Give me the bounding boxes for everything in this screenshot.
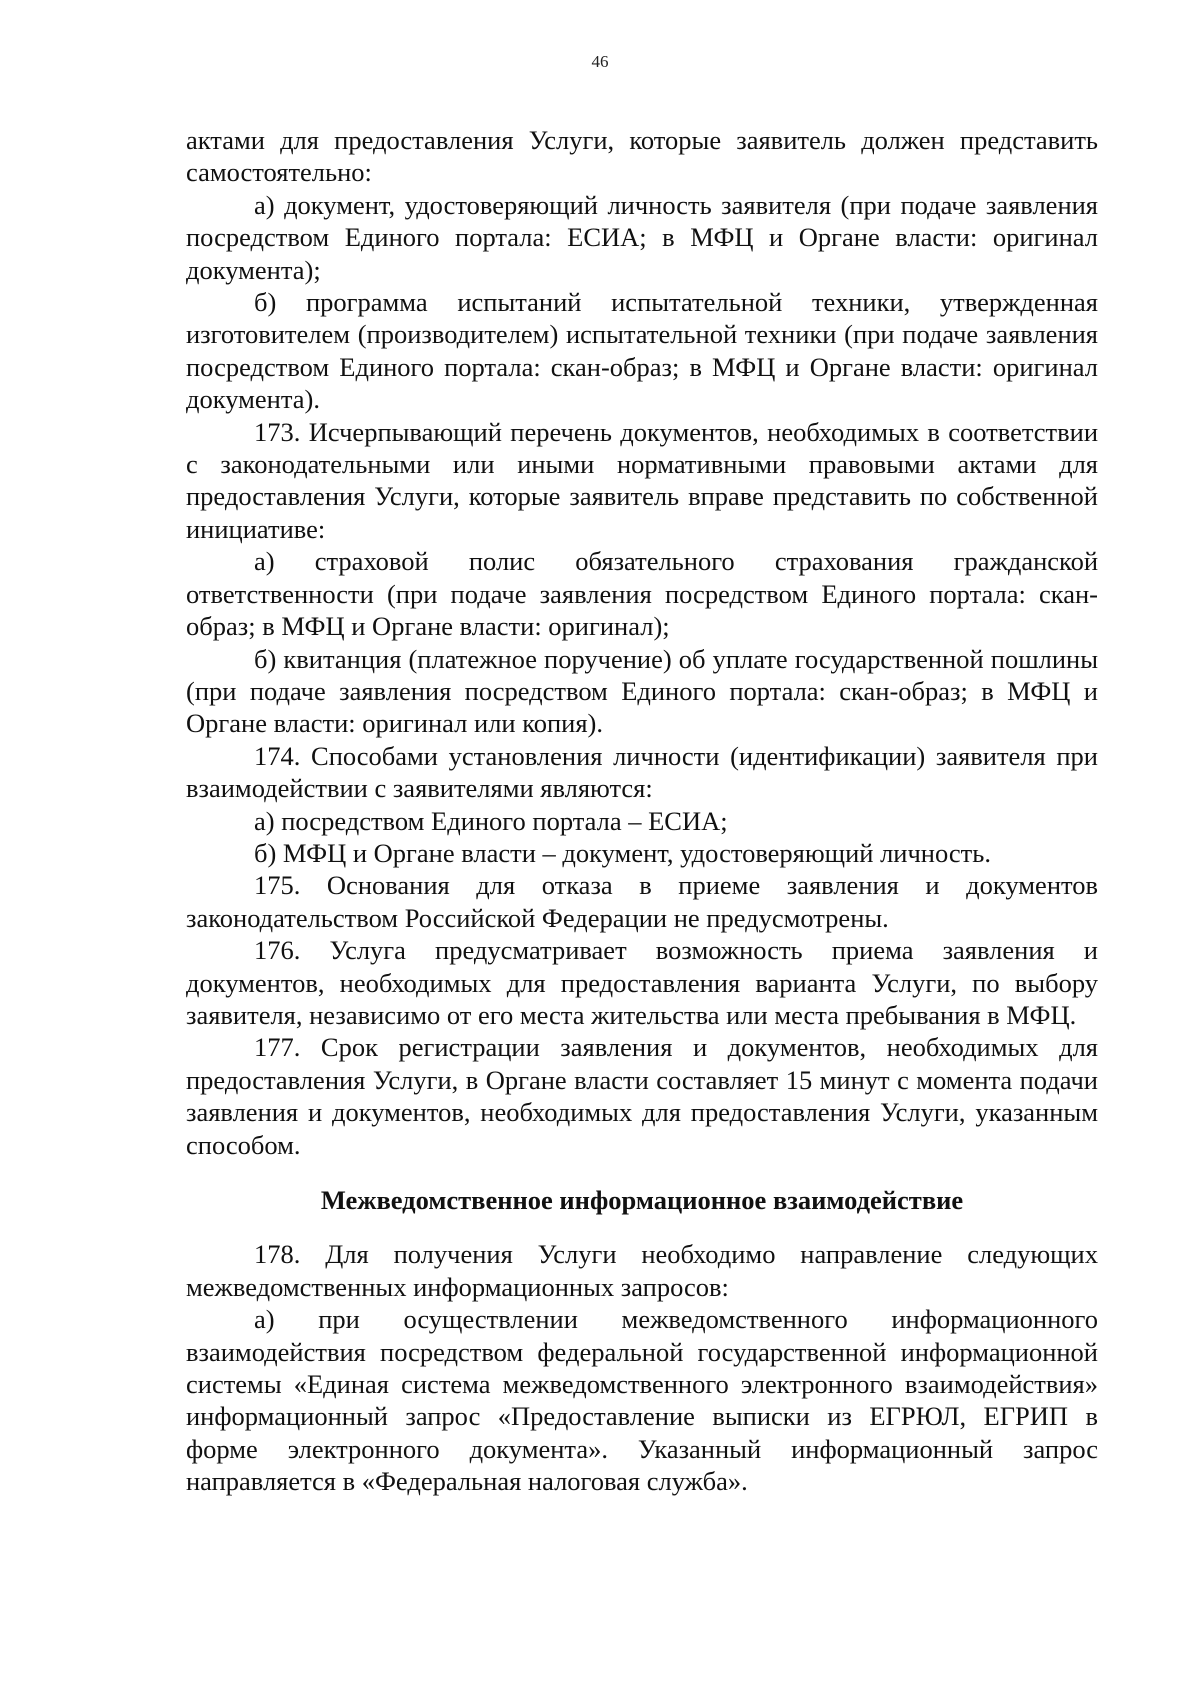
paragraph: 176. Услуга предусматривает возможность приема заявления и документов, необходимых для предоставления варианта Услуги, по выбору заявителя, независимо от его места жительства или места пребывания в МФЦ. <box>186 935 1098 1030</box>
document-body <box>186 124 1098 1498</box>
paragraph: 175. Основания для отказа в приеме заявления и документов законодательством Российской Федерации не предусмотрены. <box>186 870 1098 933</box>
paragraph: 173. Исчерпывающий перечень документов, необходимых в соответствии с законодательными или иными нормативными правовыми актами для предоставления Услуги, которые заявитель вправе представить по собственной инициативе: <box>186 416 1098 544</box>
paragraph: б) программа испытаний испытательной техники, утвержденная изготовителем (производителем) испытательной техники (при подаче заявления посредством Единого портала: скан-образ; в МФЦ и Органе власти: оригинал документа). <box>186 287 1098 415</box>
paragraph: а) документ, удостоверяющий личность заявителя (при подаче заявления посредством Единого портала: ЕСИА; в МФЦ и Органе власти: оригинал документа); <box>186 189 1098 285</box>
paragraph: 178. Для получения Услуги необходимо направление следующих межведомственных информационных запросов: <box>186 1239 1098 1302</box>
paragraph: б) МФЦ и Органе власти – документ, удостоверяющий личность. <box>254 837 991 868</box>
paragraph: а) страховой полис обязательного страхования гражданской ответственности (при подаче заявления посредством Единого портала: скан-образ; в МФЦ и Органе власти: оригинал); <box>186 546 1098 642</box>
paragraph: 177. Срок регистрации заявления и документов, необходимых для предоставления Услуги, в Органе власти составляет 15 минут с момента подачи заявления и документов, необходимых для предоставления Услуги, указанным способом. <box>186 1032 1098 1160</box>
paragraph: актами для предоставления Услуги, которые заявитель должен представить самостоятельно: <box>186 125 1098 188</box>
paragraph: а) посредством Единого портала – ЕСИА; <box>254 805 728 836</box>
paragraph: 174. Способами установления личности (идентификации) заявителя при взаимодействии с заявителями являются: <box>186 740 1098 804</box>
section-heading: Межведомственное информационное взаимодействие <box>320 1185 964 1215</box>
paragraph: б) квитанция (платежное поручение) об уплате государственной пошлины (при подаче заявления посредством Единого портала: скан-образ; в МФЦ и Органе власти: оригинал или копия). <box>186 643 1098 739</box>
page-number: 46 <box>591 52 609 71</box>
paragraph: а) при осуществлении межведомственного информационного взаимодействия посредством федеральной государственной информационной системы «Единая система межведомственного электронного взаимодействия» информационный запрос «Предоставление выписки из ЕГРЮЛ, ЕГРИП в форме электронного документа». Указанный информационный запрос направляется в «Федеральная налоговая служба». <box>186 1304 1098 1497</box>
